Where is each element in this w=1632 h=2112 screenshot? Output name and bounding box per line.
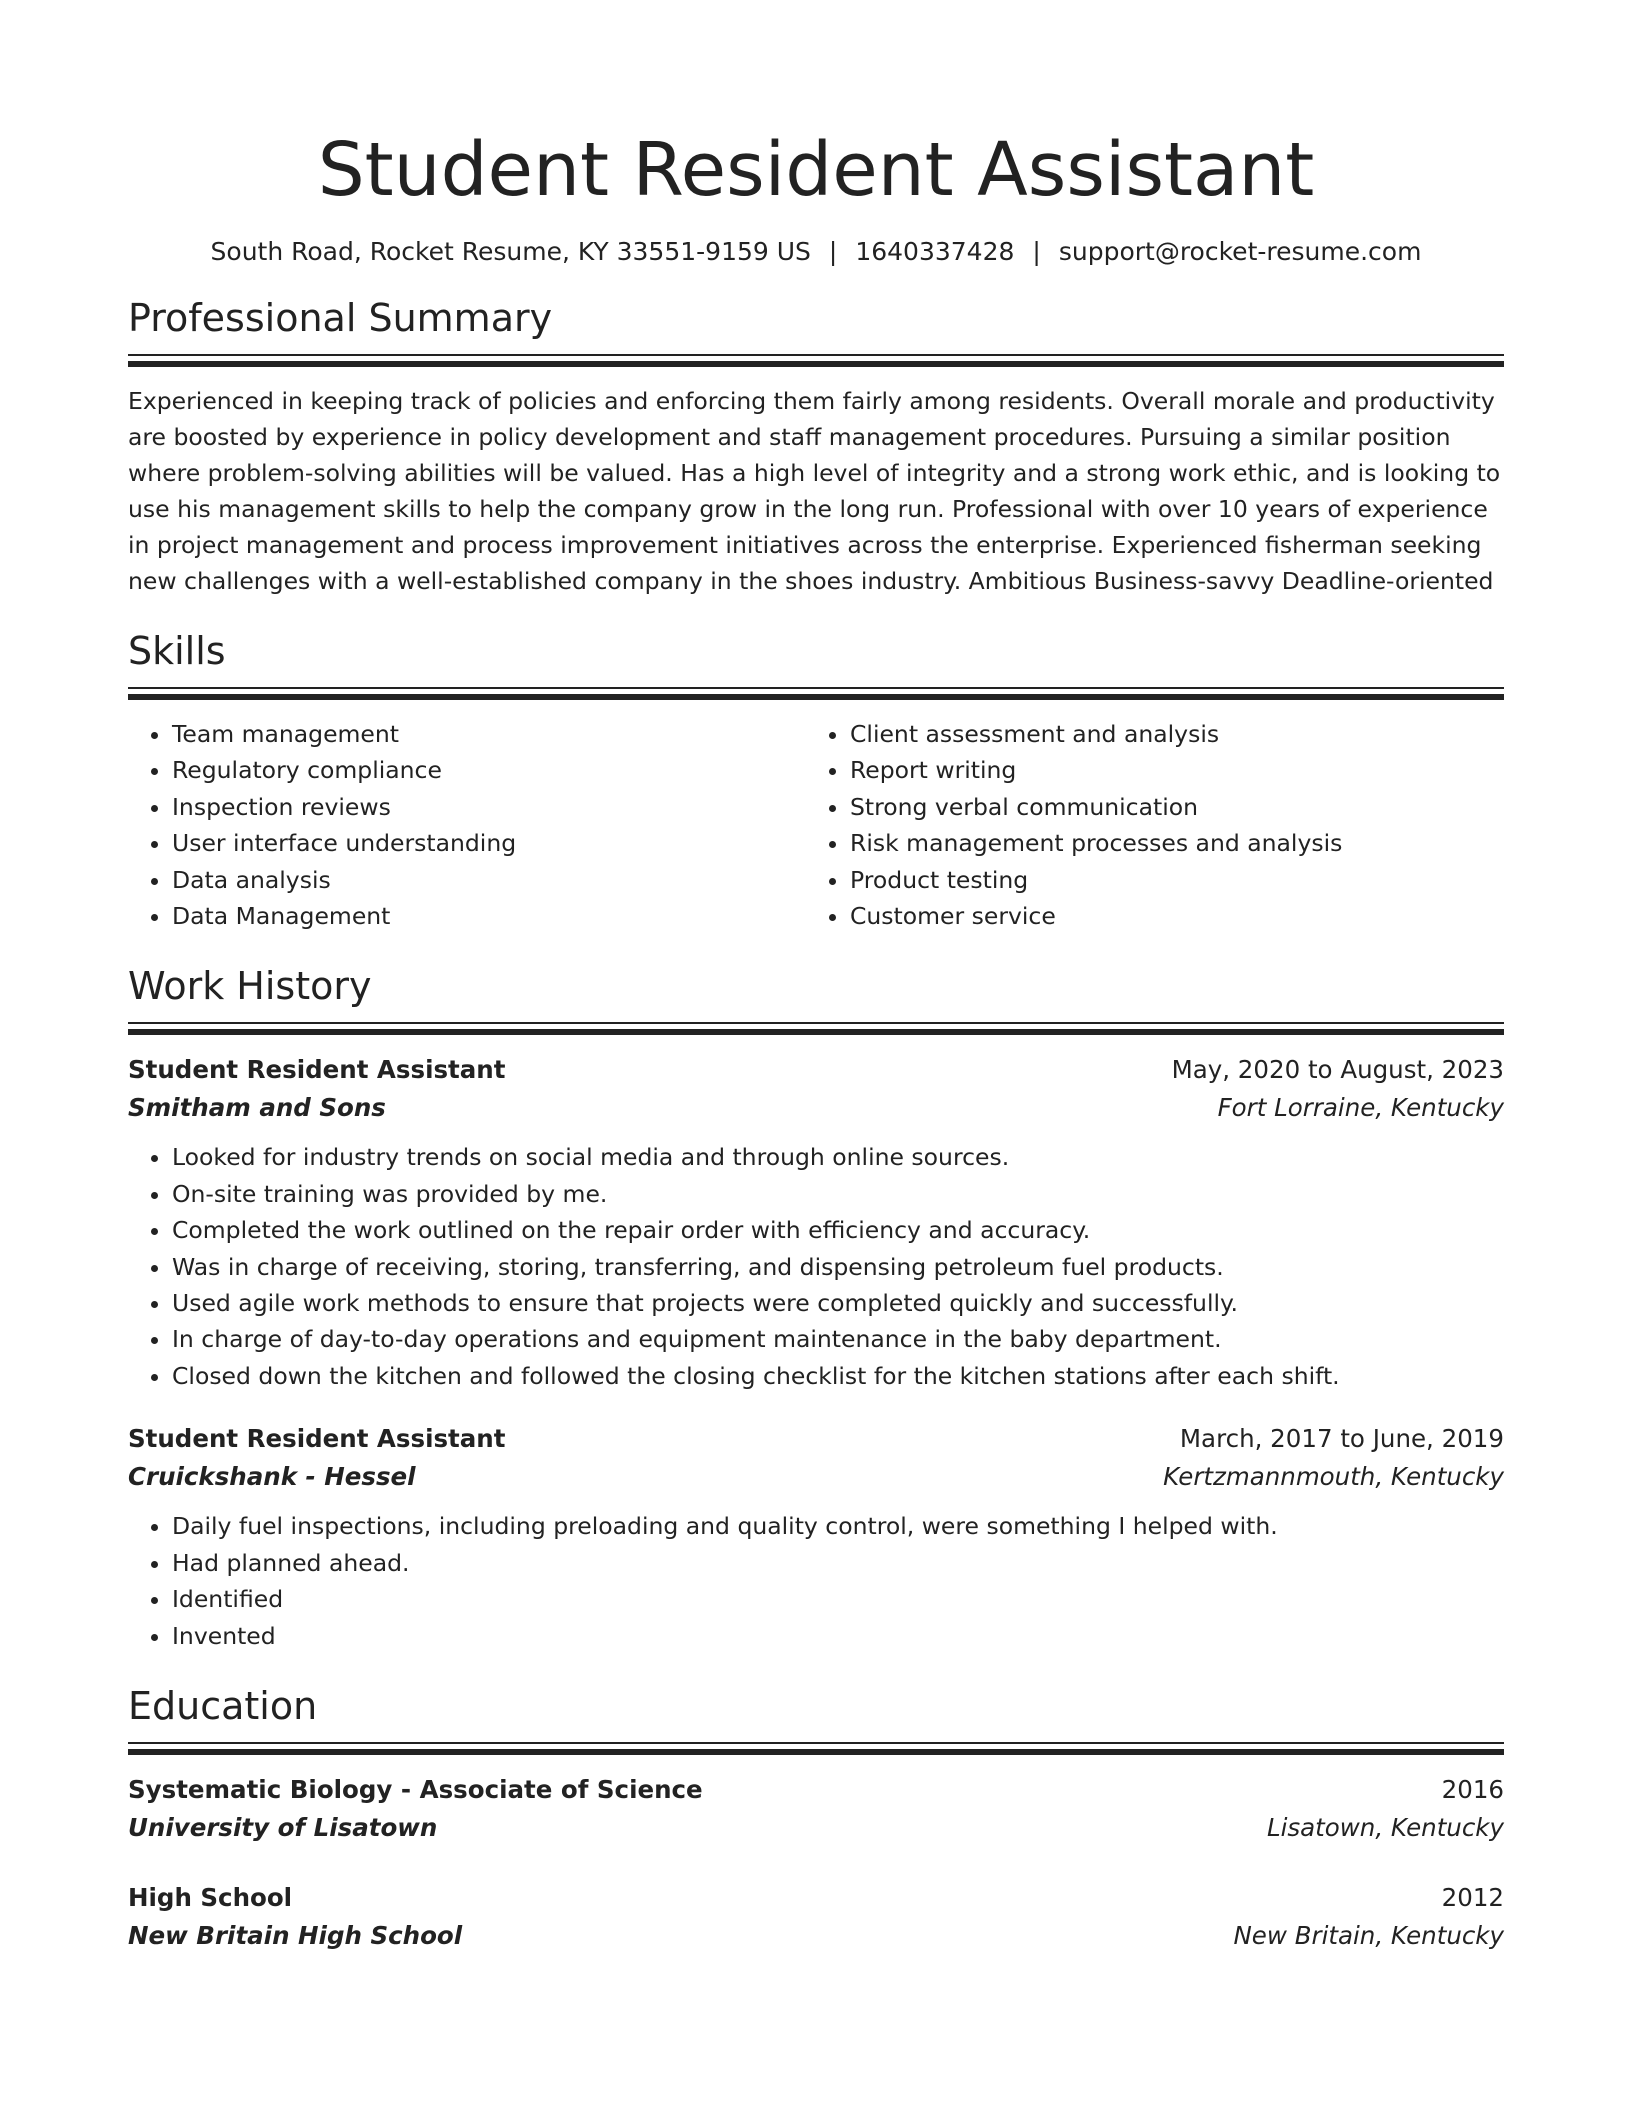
job-entry [128, 1051, 1504, 1394]
education-subheader [128, 1809, 1504, 1847]
education-header [128, 1771, 1504, 1809]
section-divider-thick [128, 694, 1504, 700]
skill-item: • Strong verbal communication [850, 789, 1484, 825]
section-title-summary: Professional Summary [128, 296, 553, 340]
section-divider-thick [128, 1749, 1504, 1755]
job-location: Kertzmannmouth, Kentucky [1163, 1462, 1504, 1492]
work-history-section [128, 960, 1504, 1653]
section-title-skills: Skills [128, 629, 226, 673]
resume-page [128, 0, 1504, 1955]
resume-name: Student Resident Assistant [317, 127, 1315, 213]
education-section [128, 1680, 1504, 1955]
education-subheader [128, 1917, 1504, 1955]
job-bullets [128, 1139, 1504, 1394]
skills-column-right [806, 716, 1484, 934]
job-header [128, 1051, 1504, 1089]
skill-item: • Inspection reviews [172, 789, 806, 825]
job-bullet: • Identified [172, 1581, 1504, 1617]
section-divider-thick [128, 361, 1504, 367]
skills-column-left [128, 716, 806, 934]
education-degree: High School [128, 1882, 293, 1912]
section-divider [128, 1022, 1504, 1024]
job-company: Cruickshank - Hessel [128, 1462, 416, 1492]
contact-separator: | [828, 237, 838, 266]
job-bullet: • Used agile work methods to ensure that projects were completed quickly and successfully. [172, 1285, 1504, 1321]
education-school: University of Lisatown [128, 1812, 438, 1842]
section-title-work: Work History [128, 964, 372, 1009]
education-header [128, 1879, 1504, 1917]
job-subheader [128, 1458, 1504, 1496]
job-title: Student Resident Assistant [128, 1055, 506, 1085]
job-header [128, 1420, 1504, 1458]
summary-section [128, 292, 1504, 599]
job-bullet: • In charge of day-to-day operations and equipment maintenance in the baby department. [172, 1321, 1504, 1357]
job-bullets [128, 1508, 1504, 1654]
job-bullet: • Was in charge of receiving, storing, transferring, and dispensing petroleum fuel products. [172, 1249, 1504, 1285]
job-title: Student Resident Assistant [128, 1424, 506, 1454]
skill-item: • Regulatory compliance [172, 752, 806, 788]
job-dates: May, 2020 to August, 2023 [1171, 1055, 1504, 1085]
education-degree: Systematic Biology - Associate of Science [128, 1774, 703, 1804]
job-company: Smitham and Sons [128, 1093, 386, 1123]
skill-item: • Report writing [850, 752, 1484, 788]
education-school: New Britain High School [128, 1920, 463, 1950]
skill-item: • Data analysis [172, 862, 806, 898]
job-bullet: • On-site training was provided by me. [172, 1176, 1504, 1212]
section-title-education: Education [128, 1683, 318, 1728]
skills-list [128, 716, 1504, 934]
job-bullet: • Looked for industry trends on social media and through online sources. [172, 1139, 1504, 1175]
skill-item: • Customer service [850, 898, 1484, 934]
skills-section [128, 625, 1504, 934]
education-entry [128, 1771, 1504, 1847]
job-bullet: • Daily fuel inspections, including preloading and quality control, were something I helped with. [172, 1508, 1504, 1544]
job-location: Fort Lorraine, Kentucky [1217, 1093, 1504, 1123]
summary-text: Experienced in keeping track of policies and enforcing them fairly among residents. Overall morale and productivity are boosted by experience in policy development and staff management procedures. Pursuing a similar position where problem-solving abilities will be valued. Has a high level of integrity and a strong work ethic, and is looking to use his management skills to help the company grow in the long run. Professional with over 10 years of experience in project management and process improvement initiatives across the enterprise. Experienced fisherman seeking new challenges with a well-established company in the shoes industry. Ambitious Business-savvy Deadline-oriented [128, 387, 1501, 595]
contact-phone: 1640337428 [855, 237, 1015, 266]
education-year: 2016 [1441, 1774, 1504, 1804]
contact-address: South Road, Rocket Resume, KY 33551-9159 US [210, 237, 811, 266]
education-entry [128, 1879, 1504, 1955]
education-location: Lisatown, Kentucky [1266, 1812, 1504, 1842]
job-bullet: • Completed the work outlined on the repair order with efficiency and accuracy. [172, 1212, 1504, 1248]
skill-item: • User interface understanding [172, 825, 806, 861]
skill-item: • Data Management [172, 898, 806, 934]
education-location: New Britain, Kentucky [1233, 1920, 1504, 1950]
section-divider [128, 1742, 1504, 1744]
job-bullet: • Had planned ahead. [172, 1545, 1504, 1581]
skill-item: • Team management [172, 716, 806, 752]
skill-item: • Risk management processes and analysis [850, 825, 1484, 861]
section-divider [128, 687, 1504, 689]
contact-email: support@rocket-resume.com [1058, 237, 1422, 266]
contact-line [128, 234, 1504, 270]
job-dates: March, 2017 to June, 2019 [1179, 1424, 1504, 1454]
section-divider-thick [128, 1029, 1504, 1035]
job-entry [128, 1420, 1504, 1654]
job-subheader [128, 1089, 1504, 1127]
job-bullet: • Invented [172, 1618, 1504, 1654]
job-bullet: • Closed down the kitchen and followed the closing checklist for the kitchen stations after each shift. [172, 1358, 1504, 1394]
skill-item: • Client assessment and analysis [850, 716, 1484, 752]
section-divider [128, 354, 1504, 356]
education-year: 2012 [1441, 1882, 1504, 1912]
skill-item: • Product testing [850, 862, 1484, 898]
contact-separator: | [1032, 237, 1041, 266]
